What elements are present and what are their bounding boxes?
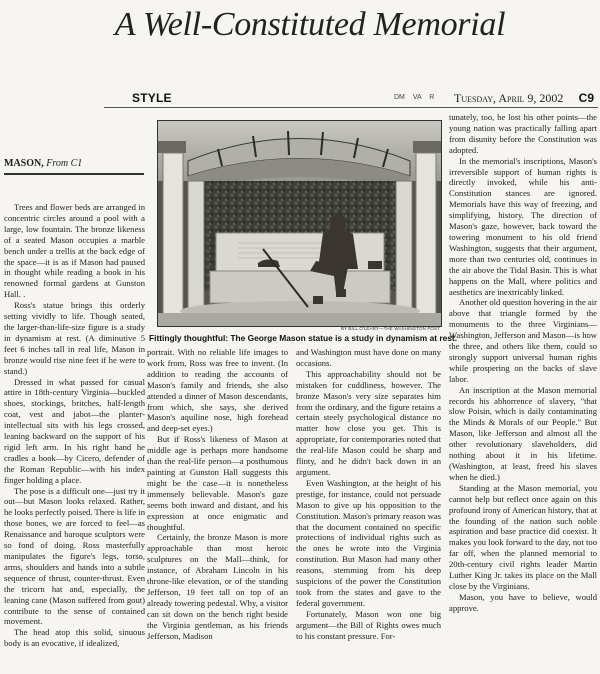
jump-slug: MASON, [4,158,44,169]
paragraph: Certainly, the bronze Mason is more approachable than most heroic sculptures on the Mall—think, for instance, of Abraham Lincoln in his throne-like elevation, or of the standing Jefferson, 19 feet tall on top of an already towering pedestal. Why, a visitor can sit down on the bench right beside the Virginia gentleman, as his friends Jefferson, Madison [147,532,288,641]
paragraph: tunately, too, he lost his other points—the young nation was practically falling apart from disunity before the Constitution was adopted. [449,112,597,155]
article-column-3 [296,347,441,641]
paragraph: Ross's statue brings this orderly setting vividly to life. Though seated, the larger-than-life-size figure is a study in dynamism at rest. (A diminutive 5 feet 6 inches tall in real life, Mason in bronze would rise nine feet if he were to stand.) [4,300,145,376]
statue-photo [157,120,442,327]
headline: A Well-Constituted Memorial [114,6,506,43]
paragraph: Even Washington, at the height of his prestige, for instance, could not persuade Mason to give up his opposition to the Constitution. Mason's primary reason was that the document contained no specific protections of individual rights such as the ones he wrote into the Virginia constitution. But Mason had many other reasons, stemming from his deep suspicions of the power the Constitution took from the states and gave to the federal government. [296,477,441,608]
article-column-4 [449,112,597,614]
paragraph: The pose is a difficult one—just try it out—but Mason looks relaxed. Rather, he looks perfectly poised. There is life in those bones, we are forced to feel—as Renaissance and baroque sculptors were so fond of doing. Ross masterfully manipulates the figure's legs, torso, arms, shoulders and hands into a subtle sequence of thrust, counter-thrust. Even the tricorn hat and, especially, the leaning cane (Mason suffered from gout) contribute to the sense of contained movement. [4,485,145,627]
paragraph: In the memorial's inscriptions, Mason's irreversible support of human rights is directly invoked, while his anti-Constitution stances are ignored. Memorials have this way of freezing, and simplifying, history. The direction of Mason's gaze, however, back toward the towering monument to his old friend Washington, suggests that their argument, more than two centuries old, continues in the air above the Tidal Basin. This is what happens on the Mall, where politics and aesthetics are inextricably linked. [449,155,597,297]
jump-line [4,158,144,175]
folio-bar [104,91,598,108]
jump-from: From C1 [46,158,83,169]
paragraph: This approachability should not be mistaken for cuddliness, however. The bronze Mason's very size separates him from the ordinary, and the figure retains a certain steely psychological distance no matter how close you get. This is appropriate, for contemporaries noted that the real-life Mason could be sharp and flinty, and he didn't back down in an argument. [296,368,441,477]
article-column-2 [147,347,288,641]
edition-codes: DM VA R [394,94,435,101]
article-column-1 [4,202,145,649]
paragraph: Fortunately, Mason won one big argument—the Bill of Rights owes much to his constant pressure. For- [296,608,441,641]
page-number: C9 [578,91,594,105]
paragraph: and Washington must have done on many occasions. [296,347,441,368]
paragraph: Trees and flower beds are arranged in concentric circles around a pool with a large, low fountain. The bronze likeness of a seated Mason occupies a marble bench under a trellis at the back edge of the space—it is as if Mason had paused in thought while reading a book in his renowned formal gardens at Gunston Hall. . [4,202,145,300]
paragraph: Mason, you have to believe, would approve. [449,591,597,613]
statue-photo-illustration [158,121,441,326]
photo-caption: Fittingly thoughtful: The George Mason statue is a study in dynamism at rest. [149,333,458,343]
paragraph: Another old question hovering in the air above that triangle formed by the monuments to the three Virginians—Washington, Jefferson and Mason—is how the three, and others like them, could so strongly support universal human rights while prospering on the backs of slave labor. [449,297,597,384]
paragraph: portrait. With no reliable life images to work from, Ross was free to invent. (In addition to reading the accounts of Mason's family and friends, she also attended a dinner of Mason descendants, from which, she says, she derived Mason's aquiline nose, high forehead and deep-set eyes.) [147,347,288,434]
paragraph: Standing at the Mason memorial, you cannot help but reflect once again on this profound irony of American history, that at the founding of the nation such noble aspiration and base practice did coexist. It makes you look forward to the day, not too far off, when the planned memorial to 20th-century civil rights leader Martin Luther King Jr. takes its place on the Mall close by the Virginians. [449,482,597,591]
paragraph: The head atop this solid, sinuous body is an evocative, if idealized, [4,627,145,649]
paragraph: But if Ross's likeness of Mason at middle age is perhaps more handsome than the real-life person—a posthumous painting at Gunston Hall suggests this might be the case—it is nonetheless immensely believable. Mason's gaze seems both inward and distant, and his expression at once enigmatic and thoughtful. [147,434,288,532]
issue-date: Tuesday, April 9, 2002 [454,91,564,105]
photo-credit: BY BILL O'LEARY—THE WASHINGTON POST [340,326,440,331]
section-name: STYLE [132,91,172,105]
paragraph: An inscription at the Mason memorial records his abhorrence of slavery, "that slow Poisin, which is daily contaminating the Minds & Morals of our People." But Mason, like Jefferson and almost all the other revolutionary slaveholders, did nothing about it in his lifetime. (Washington, at least, freed his slaves when he died.) [449,384,597,482]
paragraph: Dressed in what passed for casual attire in 18th-century Virginia—buckled shoes, stockings, britches, half-length coat, vest and jabot—the planter-intellectual sits with his legs crossed, leaning backward on the support of his rigid left arm. In his right hand he cradles a book—by Cicero, defender of the Roman Republic—with his index finger holding a place. [4,376,145,485]
